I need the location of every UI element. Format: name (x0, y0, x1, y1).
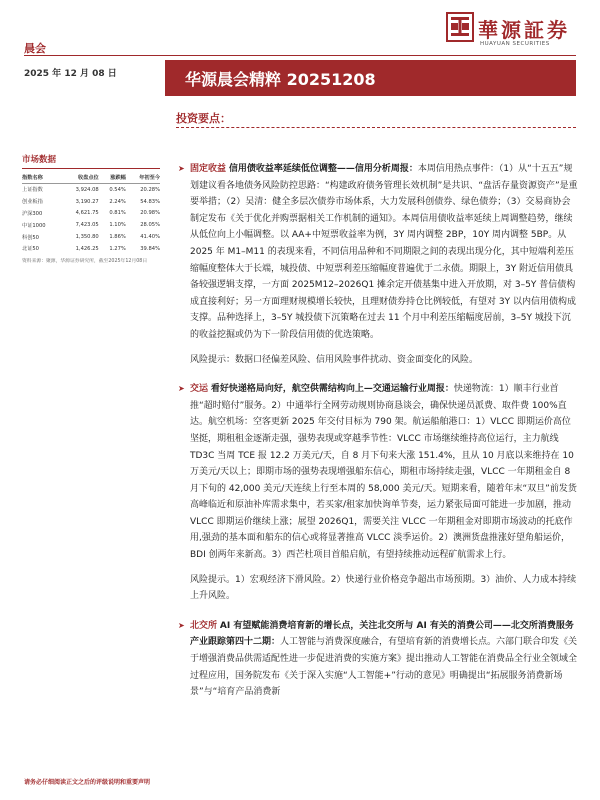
index-change: 1.10% (109, 222, 126, 229)
logo-seal-icon (446, 12, 474, 42)
company-logo (446, 8, 586, 58)
spacer (190, 344, 578, 352)
table-row (22, 196, 160, 208)
index-name: 上证指数 (22, 187, 43, 194)
report-title: 华源晨会精粹 20251208 (185, 70, 376, 89)
index-change: 2.24% (109, 198, 126, 205)
spacer (178, 605, 578, 618)
header-category: 晨会 (24, 42, 46, 55)
key-points-divider (176, 127, 576, 128)
report-date: 2025 年 12 月 08 日 (24, 69, 117, 79)
section-paragraph (190, 161, 578, 344)
column-header: 收盘点位 (61, 171, 99, 184)
section-bse (178, 618, 578, 701)
table-row (22, 231, 160, 243)
index-change: 1.86% (109, 234, 126, 241)
index-name: 科创50 (22, 234, 39, 241)
index-name: 沪深300 (22, 210, 43, 217)
bullet-arrow-icon: ➤ (178, 384, 185, 394)
section-body: 人工智能与消费深度融合，有望培育新的消费增长点。六部门联合印发《关于增强消费品供需适配性进一步促进消费的实施方案》提出推动人工智能在消费品全行业全领域全过程应用，国务院发布《关于深入实施“人工智能+”行动的意见》明确提出“拓展服务消费新场景”与“培育产品消费新 (190, 637, 578, 698)
index-name: 中证1000 (22, 222, 46, 229)
index-ytd: 41.40% (140, 234, 160, 241)
index-name: 创业板指 (22, 199, 43, 206)
section-risk: 风险提示。1）宏观经济下滑风险。2）快递行业价格竞争超出市场预期。3）油价、人力成本持续上升风险。 (190, 574, 577, 602)
section-body: 本周信用热点事件：（1）从“十五五”规划建议看各地债务风险防控思路：“构建政府债务管理长效机制”是共识、“盘活存量资源资产”是重要举措；（2）吴清：健全多层次债券市场体系，大力发展科创债券、绿色债券；（3）交易商协会制定发布《关于优化并购票据相关工作机制的通知》。本周信用债收益率延续上周调整趋势，继续从低位向上小幅调整。以 AA+中短票收益率为例，3Y 周内调整 2BP，10Y 周内调整 5BP。从 2025 年 M1–M11 的表现来看，不同信用品种和不同期限之间的表现出现分化，其中短端利差压缩幅度整体大于长端，城投债、中短票利差压缩幅度普遍优于二永债。期限上，3Y 附近信用债具备较强逻辑支撑，一方面 2025M12–2026Q1 摊余定开债基集中进入开放期，对 3–5Y 普信债构成直接利好；另一方面理财规模增长较快，且理财债券持仓比例较低，有望对 3Y 以内信用债构成支撑。品种选择上，3–5Y 城投债下沉策略在过去 11 个月中利差压缩幅度居前，3–5Y 城投下沉的收益挖掘或仍为下一阶段信用债的优选策略。 (190, 164, 578, 340)
section-tag: 固定收益 (190, 164, 227, 174)
logo-english-name: HUAYUAN SECURITIES (480, 41, 550, 47)
report-content (178, 161, 578, 701)
market-data-title: 市场数据 (22, 153, 160, 169)
table-header-row (22, 171, 160, 184)
index-close: 1,426.25 (75, 245, 99, 252)
market-data-table (22, 171, 160, 255)
index-change: 1.27% (109, 245, 126, 252)
section-headline: 看好快递格局向好，航空供需结构向上—交通运输行业周报： (210, 384, 454, 395)
index-close: 7,423.05 (75, 222, 99, 229)
table-row (22, 243, 160, 255)
table-row (22, 219, 160, 231)
market-data-panel (22, 153, 160, 264)
index-close: 1,350.80 (75, 234, 99, 241)
index-change: 0.81% (109, 210, 126, 217)
index-change: 0.54% (109, 186, 126, 193)
section-headline: AI 有望赋能消费培育新的增长点，关注北交所与 AI 有关的消费公司——北交所消费服务产业跟踪第四十二期： (190, 620, 574, 648)
section-paragraph (190, 381, 578, 564)
section-body: 快递物流：1）顺丰行业首推“超时赔付”服务。2）中通举行全网劳动规则协商恳谈会，确保快递员派费、取件费 100%直达。航空机场：空客更新 2025 年交付目标为 790 架。航运船舶港口：1）VLCC 即期运价高位坚挺，期租租金逐渐走强，强势表现或穿越季节性：VLCC 市场继续维持高位运行，主力航线 TD3C 当周 TCE 报 12.2 万美元/天，自 8 月下旬来大涨 151.4%，且从 10 月底以来维持在 10 万美元/天以上；即期市场的强势表现增强船东信心，期租市场持续走强，VLCC 一年期租金自 8 月下旬的 42,000 美元/天连续上行至本周的 58,000 美元/天。短期来看，随着年末“双旦”前发货高峰临近和原油补库需求集中，若买家/租家加快询单节奏，运力紧张局面可能进一步加剧，推动 VLCC 即期运价继续上涨；展望 2026Q1，需要关注 VLCC 一年期租金对即期市场波动的托底作用,强劲的基本面和船东的信心或将显著推高 VLCC 淡季运价。2）澳洲货盘推涨好望角船运价，BDI 创两年来新高。3）西芒杜项目首船启航，有望持续推动远程矿航需求上行。 (190, 384, 577, 561)
index-close: 3,190.27 (75, 198, 99, 205)
section-tag: 交运 (190, 384, 209, 395)
index-ytd: 54.83% (140, 198, 160, 205)
table-row (22, 208, 160, 220)
bullet-arrow-icon: ➤ (178, 620, 185, 630)
footer-disclaimer: 请务必仔细阅读正文之后的评级说明和重要声明 (24, 779, 151, 786)
section-paragraph (190, 618, 578, 701)
title-banner (165, 60, 576, 96)
column-header: 指数名称 (22, 171, 61, 184)
column-header: 年初至今 (126, 171, 160, 184)
index-ytd: 28.05% (140, 222, 160, 229)
market-data-source: 资料来源：聚源，华源证券研究所，截至2025年12月08日 (22, 258, 148, 264)
section-fixed-income (178, 161, 578, 368)
spacer (178, 368, 578, 381)
spacer (190, 564, 578, 572)
table-row (22, 184, 160, 196)
section-headline: 信用债收益率延续低位调整——信用分析周报： (228, 164, 418, 174)
logo-chinese-name: 華源証券 (478, 18, 570, 42)
bullet-arrow-icon: ➤ (178, 164, 185, 173)
index-name: 北证50 (22, 246, 39, 253)
index-close: 4,621.75 (75, 210, 99, 217)
index-ytd: 39.84% (140, 245, 160, 252)
section-transport (178, 381, 578, 605)
section-tag: 北交所 (190, 620, 218, 631)
index-close: 3,924.08 (75, 186, 99, 193)
key-points-heading: 投资要点： (176, 112, 231, 125)
index-ytd: 20.98% (140, 210, 160, 217)
column-header: 涨跌幅 (99, 171, 126, 184)
index-ytd: 20.28% (140, 186, 160, 193)
section-risk: 风险提示：数据口径偏差风险、信用风险事件扰动、资金面变化的风险。 (190, 354, 479, 365)
